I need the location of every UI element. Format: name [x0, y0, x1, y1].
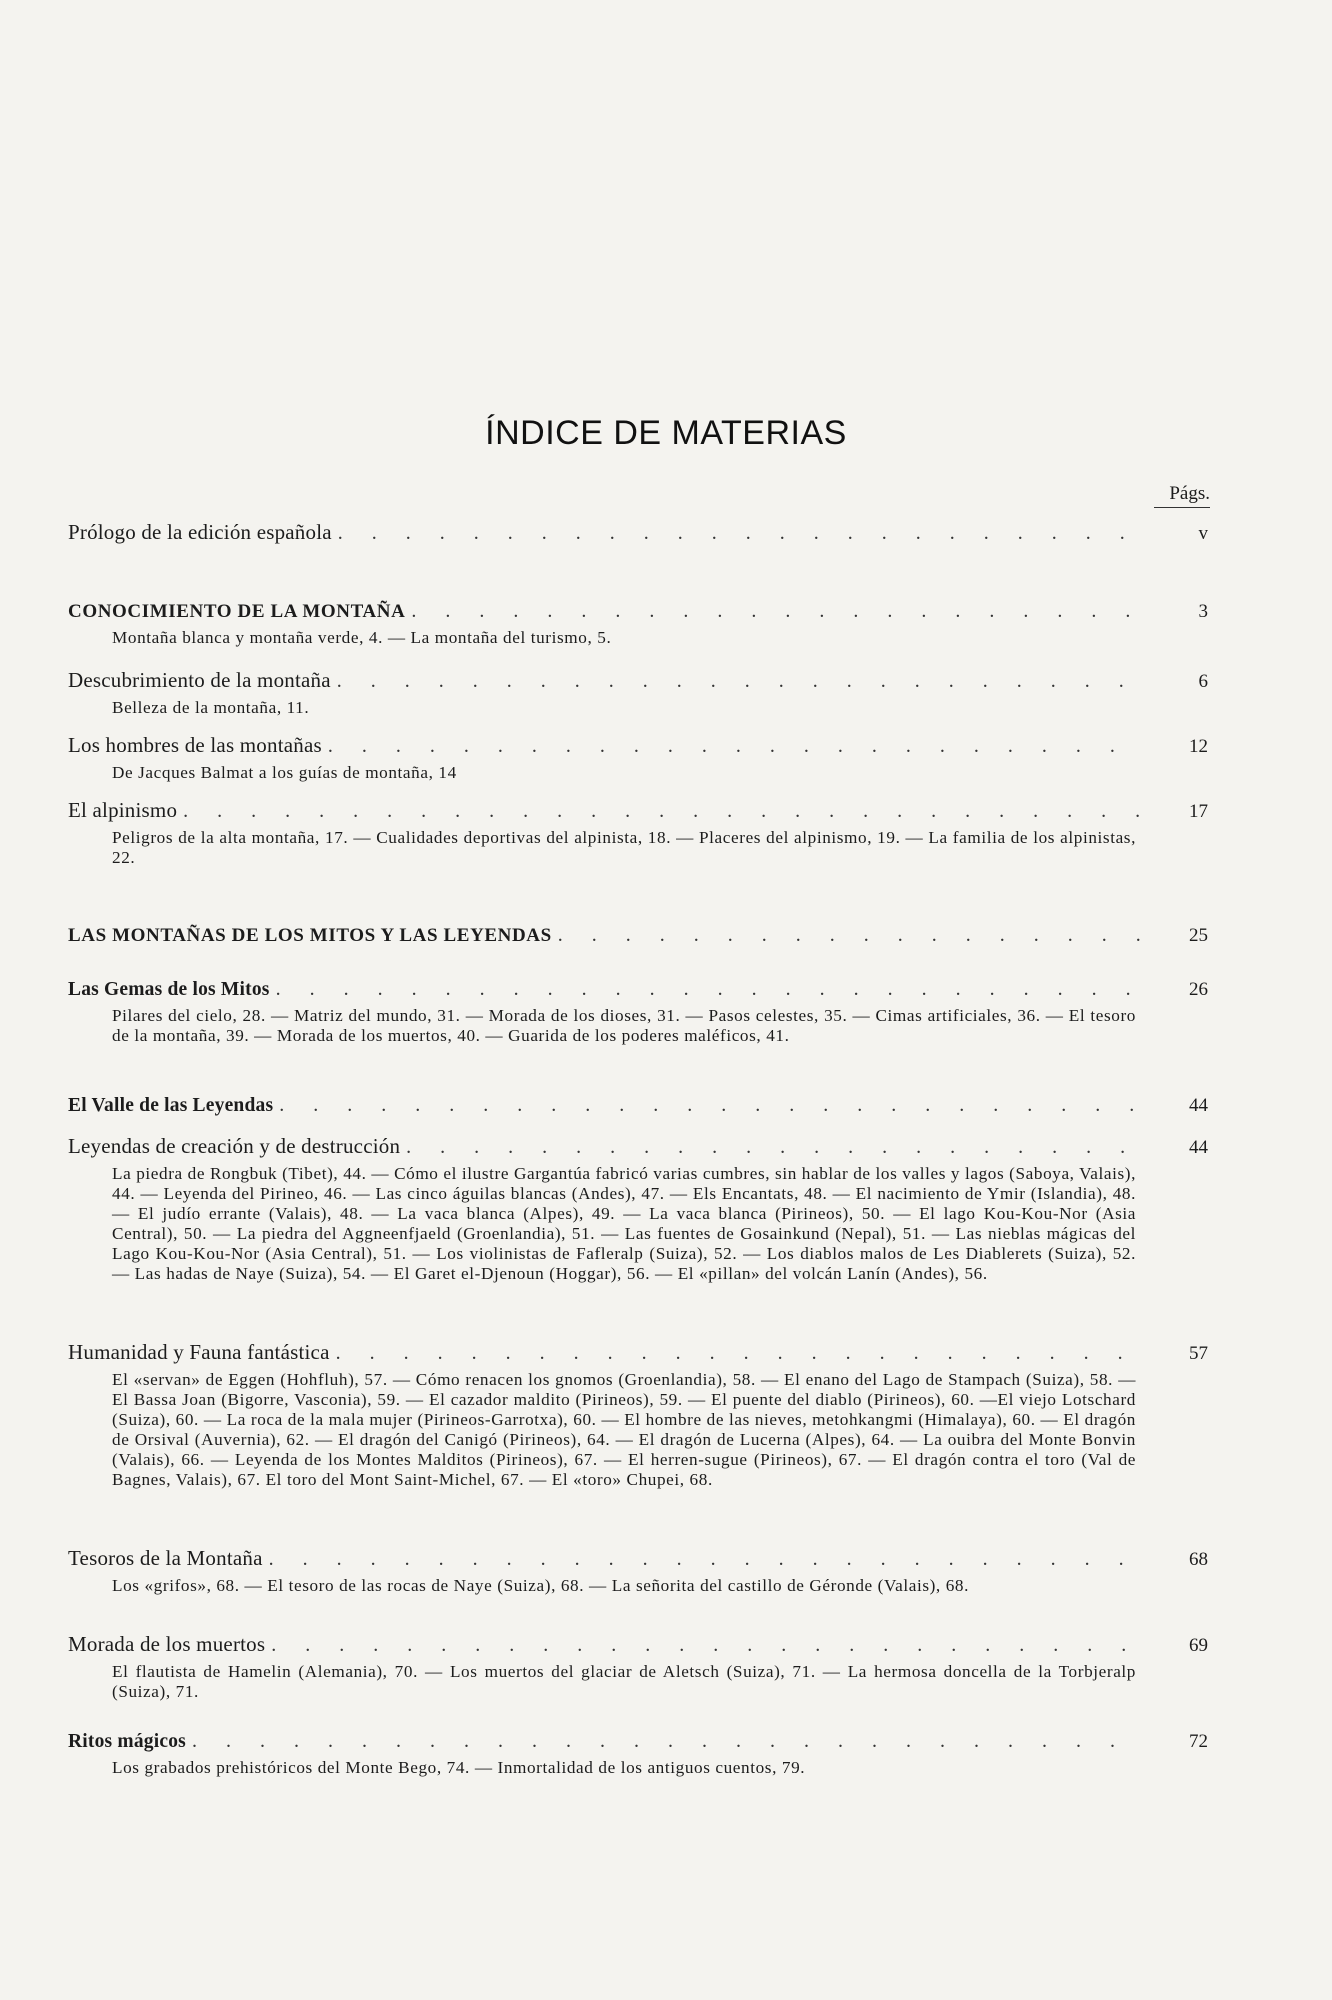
toc-entry-subtopics: Montaña blanca y montaña verde, 4. — La montaña del turismo, 5.: [112, 628, 612, 647]
toc-entry-title: Humanidad y Fauna fantástica: [68, 1340, 330, 1364]
leader-dots: [279, 1094, 1144, 1117]
leader-dots: [558, 924, 1144, 947]
toc-entry-mitos-leyendas: [68, 924, 1208, 947]
toc-entry-page: 6: [1198, 671, 1208, 692]
toc-entry-creacion: [68, 1134, 1208, 1284]
toc-entry-subtopics: Peligros de la alta montaña, 17. — Cualidades deportivas del alpinista, 18. — Placeres del alpinismo, 19. — La familia de los alpinistas, 22.: [112, 828, 1136, 867]
toc-entry-page: 25: [1189, 925, 1208, 946]
leader-dots: [337, 670, 1144, 693]
leader-dots: [271, 1634, 1144, 1657]
leader-dots: [328, 735, 1144, 758]
toc-entry-title: Descubrimiento de la montaña: [68, 668, 331, 692]
toc-entry-page: 12: [1189, 736, 1208, 757]
toc-entry-hombres: [68, 733, 1208, 783]
leader-dots: [269, 1548, 1144, 1571]
toc-entry-prologo: [68, 520, 1208, 545]
toc-entry-subtopics: Belleza de la montaña, 11.: [112, 698, 310, 717]
toc-entry-valle: [68, 1094, 1208, 1117]
toc-entry-title: El Valle de las Leyendas: [68, 1095, 274, 1116]
toc-entry-tesoros: [68, 1546, 1208, 1596]
toc-entry-subtopics: El «servan» de Eggen (Hohfluh), 57. — Cómo renacen los gnomos (Groenlandia), 58. — El enano del Lago de Stampach (Suiza), 58. — El Bassa Joan (Bigorre, Vasconia), 59. — El cazador maldito (Pirineos), 59. — El puente del diablo (Pirineos), 60. —El viejo Lotschard (Suiza), 60. — La roca de la mala mujer (Pirineos-Garrotxa), 60. — El hombre de las nieves, metohkangmi (Himalaya), 60. — El dragón de Orsival (Auvernia), 62. — El dragón del Canigó (Pirineos), 64. — El dragón de Lucerna (Alpes), 64. — La ouibra del Monte Bonvin (Valais), 66. — Leyenda de los Montes Malditos (Pirineos), 67. — El herren-sugue (Pirineos), 67. — El dragón contra el toro (Val de Bagnes, Valais), 67. El toro del Mont Saint-Michel, 67. — El «toro» Chupei, 68.: [112, 1370, 1136, 1489]
toc-entry-title: Morada de los muertos: [68, 1632, 266, 1656]
toc-entry-title: Ritos mágicos: [68, 1731, 186, 1752]
toc-entry-title: CONOCIMIENTO DE LA MONTAÑA: [68, 601, 406, 622]
toc-entry-conocimiento: [68, 600, 1208, 648]
toc-entry-title: LAS MONTAÑAS DE LOS MITOS Y LAS LEYENDAS: [68, 925, 552, 946]
page-title: ÍNDICE DE MATERIAS: [485, 414, 847, 452]
toc-entry-page: 3: [1198, 601, 1208, 622]
toc-entry-page: 17: [1189, 801, 1208, 822]
toc-entry-title: Los hombres de las montañas: [68, 733, 322, 757]
toc-entry-humanidad: [68, 1340, 1208, 1490]
toc-entry-title: Prólogo de la edición española: [68, 520, 332, 544]
toc-entry-page: 26: [1189, 979, 1208, 1000]
leader-dots: [338, 522, 1144, 545]
toc-entry-subtopics: Los grabados prehistóricos del Monte Bego, 74. — Inmortalidad de los antiguos cuentos, 79.: [112, 1758, 806, 1777]
toc-entry-gemas: [68, 978, 1208, 1046]
toc-entry-subtopics: El flautista de Hamelin (Alemania), 70. — Los muertos del glaciar de Aletsch (Suiza), 71. — La hermosa doncella de la Torbjeralp (Suiza), 71.: [112, 1662, 1136, 1701]
leader-dots: [411, 600, 1144, 623]
toc-entry-page: 68: [1189, 1549, 1208, 1570]
toc-entry-page: 57: [1189, 1343, 1208, 1364]
toc-entry-page: v: [1198, 523, 1208, 544]
toc-entry-ritos: [68, 1730, 1208, 1778]
toc-entry-subtopics: La piedra de Rongbuk (Tibet), 44. — Cómo el ilustre Gargantúa fabricó varias cumbres, sin hablar de los valles y lagos (Saboya, Valais), 44. — Leyenda del Pirineo, 46. — Las cinco águilas blancas (Andes), 47. — Els Encantats, 48. — El nacimiento de Ymir (Islandia), 48. — El judío errante (Valais), 48. — La vaca blanca (Alpes), 49. — La vaca blanca (Pirineos), 50. — El lago Kou-Kou-Nor (Asia Central), 50. — La piedra del Aggneenfjaeld (Groenlandia), 51. — Las fuentes de Gosainkund (Nepal), 51. — Las nieblas mágicas del Lago Kou-Kou-Nor (Asia Central), 51. — Los violinistas de Fafleralp (Suiza), 52. — Los diablos malos de Les Diablerets (Suiza), 52. — Las hadas de Naye (Suiza), 54. — El Garet el-Djenoun (Hoggar), 56. — El «pillan» del volcán Lanín (Andes), 56.: [112, 1164, 1136, 1283]
toc-entry-page: 69: [1189, 1635, 1208, 1656]
toc-entry-title: Leyendas de creación y de destrucción: [68, 1134, 401, 1158]
toc-entry-page: 72: [1189, 1731, 1208, 1752]
toc-entry-descubrimiento: [68, 668, 1208, 718]
leader-dots: [192, 1730, 1144, 1753]
toc-entry-title: El alpinismo: [68, 798, 178, 822]
toc-entry-morada: [68, 1632, 1208, 1702]
pages-column-label: Págs.: [1154, 483, 1210, 508]
toc-entry-page: 44: [1189, 1137, 1208, 1158]
leader-dots: [276, 978, 1144, 1001]
toc-entry-alpinismo: [68, 798, 1208, 868]
toc-entry-title: Las Gemas de los Mitos: [68, 979, 270, 1000]
leader-dots: [336, 1342, 1144, 1365]
toc-entry-page: 44: [1189, 1095, 1208, 1116]
leader-dots: [183, 800, 1144, 823]
toc-entry-title: Tesoros de la Montaña: [68, 1546, 263, 1570]
leader-dots: [406, 1136, 1144, 1159]
toc-entry-subtopics: Pilares del cielo, 28. — Matriz del mundo, 31. — Morada de los dioses, 31. — Pasos celestes, 35. — Cimas artificiales, 36. — El tesoro de la montaña, 39. — Morada de los muertos, 40. — Guarida de los poderes maléficos, 41.: [112, 1006, 1136, 1045]
toc-entry-subtopics: De Jacques Balmat a los guías de montaña, 14: [112, 763, 457, 782]
toc-entry-subtopics: Los «grifos», 68. — El tesoro de las rocas de Naye (Suiza), 68. — La señorita del castillo de Géronde (Valais), 68.: [112, 1576, 970, 1595]
